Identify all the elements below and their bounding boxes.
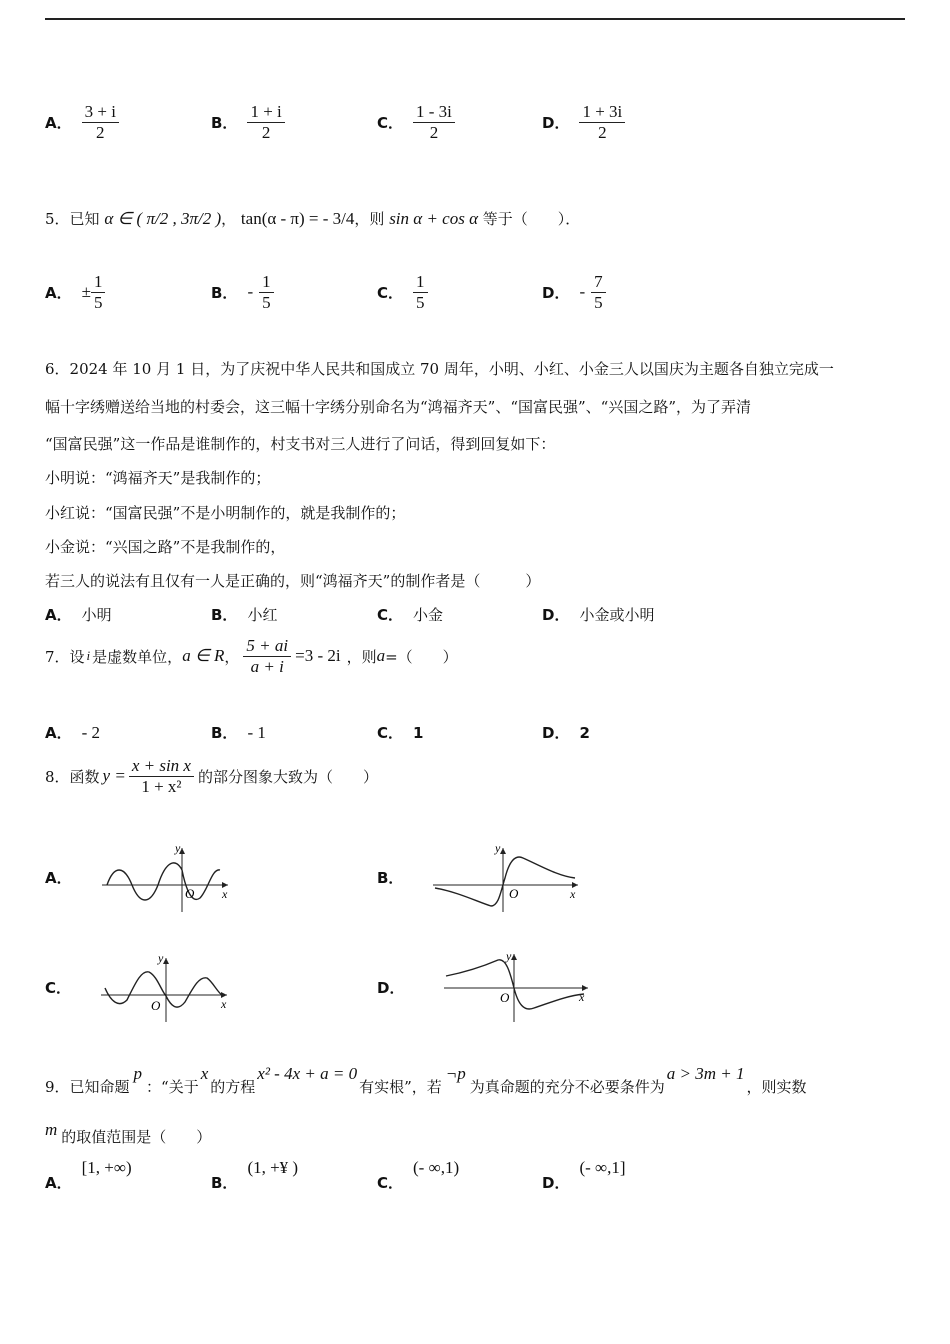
option-text: (- ∞,1] (579, 1158, 626, 1177)
q6-line-1: 6．2024 年 10 月 1 日，为了庆祝中华人民共和国成立 70 周年，小明、小红、小金三人以国庆为主题各自独立完成一 (45, 360, 834, 378)
option-label: D． (542, 724, 570, 742)
q8-option-d[interactable] (377, 950, 594, 1025)
x-axis-label: x (221, 887, 227, 901)
y-axis-label: y (506, 950, 512, 963)
math-interval: α ∈ ( π/2 , 3π/2 ) (104, 209, 222, 228)
option-label: A． (45, 606, 72, 624)
q4-option-d[interactable] (542, 102, 625, 142)
q7-option-c[interactable] (377, 722, 433, 743)
fraction: $\frac{1}{5}$ (413, 272, 428, 312)
q9-option-c[interactable] (377, 1158, 459, 1193)
option-label: B． (377, 869, 404, 887)
fraction: $\frac{\text{x + sin x}}{\text{1 + x²}}$ (129, 756, 194, 796)
graph-c (81, 950, 231, 1025)
q5-stem: 5．已知 α ∈ ( π/2 , 3π/2 )， tan(α - π) = - 3/4，则 sin α + cos α 等于（ ）． (45, 209, 581, 228)
q5-option-a[interactable] (45, 272, 105, 312)
q8-option-c[interactable] (45, 950, 231, 1025)
y-axis-label: y (495, 841, 501, 855)
origin-label: O (500, 990, 510, 1005)
fraction: $\frac{1 - 3i}{2}$ (413, 102, 455, 142)
q6-option-c[interactable] (377, 604, 443, 625)
y-axis-label: y (158, 951, 164, 965)
sign: ± (81, 282, 91, 302)
option-text: 小明 (81, 606, 112, 624)
graph-d (414, 950, 594, 1025)
option-label: B． (211, 606, 238, 624)
option-text: 1 (413, 723, 424, 742)
q5-option-d[interactable] (542, 272, 606, 312)
option-text: 小金或小明 (579, 606, 655, 624)
option-label: A． (45, 283, 72, 302)
option-label: C． (377, 113, 404, 132)
option-text: 2 (579, 723, 590, 742)
q5-option-c[interactable] (377, 272, 428, 312)
option-label: D． (542, 283, 570, 302)
option-text: - 1 (247, 722, 266, 742)
math-expression: sin α + cos α (389, 209, 479, 228)
option-label: C． (377, 283, 404, 302)
q6-line-5: 小红说：“国富民强”不是小明制作的，就是我制作的； (45, 504, 406, 522)
q8-option-b[interactable] (377, 840, 583, 915)
q6-line-6: 小金说：“兴国之路”不是我制作的， (45, 538, 286, 556)
q9-option-a[interactable] (45, 1158, 132, 1193)
origin-label: O (151, 998, 161, 1013)
y-axis-label: y (174, 841, 180, 855)
option-label: B． (211, 1174, 238, 1192)
q6-line-4: 小明说：“鸿福齐天”是我制作的； (45, 469, 271, 487)
option-label: B． (211, 113, 238, 132)
x-axis-label: x (570, 887, 576, 901)
option-text: - 2 (81, 722, 101, 742)
q9-stem-line-2: m 的取值范围是（ ） (45, 1120, 212, 1146)
option-label: D． (542, 1174, 570, 1192)
option-label: D． (542, 113, 570, 132)
fraction: $\frac{5 + ai}{a + i}$ (243, 636, 291, 676)
option-label: C． (377, 606, 404, 624)
option-label: A． (45, 1174, 72, 1192)
option-text: (1, +¥ ) (247, 1158, 299, 1177)
q6-line-3: “国富民强”这一作品是谁制作的，村支书对三人进行了问话，得到回复如下： (45, 435, 556, 453)
option-label: D． (377, 979, 405, 997)
q7-option-d[interactable] (542, 722, 600, 743)
graph-a (82, 840, 232, 915)
option-label: C． (377, 1174, 404, 1192)
q6-option-d[interactable] (542, 604, 654, 625)
origin-label: O (184, 886, 194, 901)
fraction: $\frac{3 + i}{2}$ (82, 102, 119, 142)
fraction: $\frac{1}{5}$ (91, 272, 106, 312)
q8-stem: 8．函数 y = $\frac{\text{x + sin x}}{\text{1 + x²}}$ 的部分图象大致为（ ） (45, 756, 378, 796)
option-label: B． (211, 724, 238, 742)
q6-option-b[interactable] (211, 604, 277, 625)
q9-option-b[interactable] (211, 1158, 298, 1193)
fraction: $\frac{1 + 3i}{2}$ (579, 102, 625, 142)
option-label: D． (542, 606, 570, 624)
option-label: C． (377, 724, 404, 742)
q6-line-7: 若三人的说法有且仅有一人是正确的，则“鸿福齐天”的制作者是（ ） (45, 572, 541, 590)
option-text: (- ∞,1) (413, 1158, 460, 1177)
fraction: $\frac{7}{5}$ (591, 272, 606, 312)
option-text: 小金 (413, 606, 444, 624)
option-label: A． (45, 724, 72, 742)
q6-option-a[interactable] (45, 604, 112, 625)
option-label: B． (211, 283, 238, 302)
origin-label: O (509, 886, 519, 901)
q9-option-d[interactable] (542, 1158, 626, 1193)
fraction: $\frac{1}{5}$ (259, 272, 274, 312)
q6-line-2: 幅十字绣赠送给当地的村委会，这三幅十字绣分别命名为“鸿福齐天”、“国富民强”、“兴国之路”，为了弄清 (45, 398, 752, 416)
option-label: A． (45, 113, 72, 132)
fraction: $\frac{1 + i}{2}$ (247, 102, 284, 142)
header-rule (45, 18, 905, 20)
option-text: [1, +∞) (81, 1158, 132, 1177)
x-axis-label: x (221, 997, 227, 1011)
q4-option-b[interactable] (211, 102, 285, 142)
q4-option-a[interactable] (45, 102, 119, 142)
q7-stem: 7．设 i 是虚数单位， a ∈ R ， $\frac{5 + ai}{a + i}$ =3 - 2i ，则 a =（ ） (45, 636, 458, 676)
option-text: 小红 (247, 606, 278, 624)
x-axis-label: x (579, 990, 585, 1004)
math-condition: tan(α - π) = - 3/4 (240, 209, 355, 228)
q8-option-a[interactable] (45, 840, 232, 915)
graph-b (413, 840, 583, 915)
q4-option-c[interactable] (377, 102, 455, 142)
sign: - (247, 282, 254, 302)
sign: - (579, 282, 586, 302)
option-label: A． (45, 869, 72, 887)
q9-stem-line-1: 9．已知命题 p ：“关于 x 的方程 x² - 4x + a = 0 有实根”，若 ¬p 为真命题的充分不必要条件为 a > 3m + 1 ，则实数 (45, 1064, 807, 1096)
q5-option-b[interactable] (211, 272, 274, 312)
q7-option-a[interactable] (45, 722, 100, 743)
q7-option-b[interactable] (211, 722, 266, 743)
option-label: C． (45, 979, 72, 997)
